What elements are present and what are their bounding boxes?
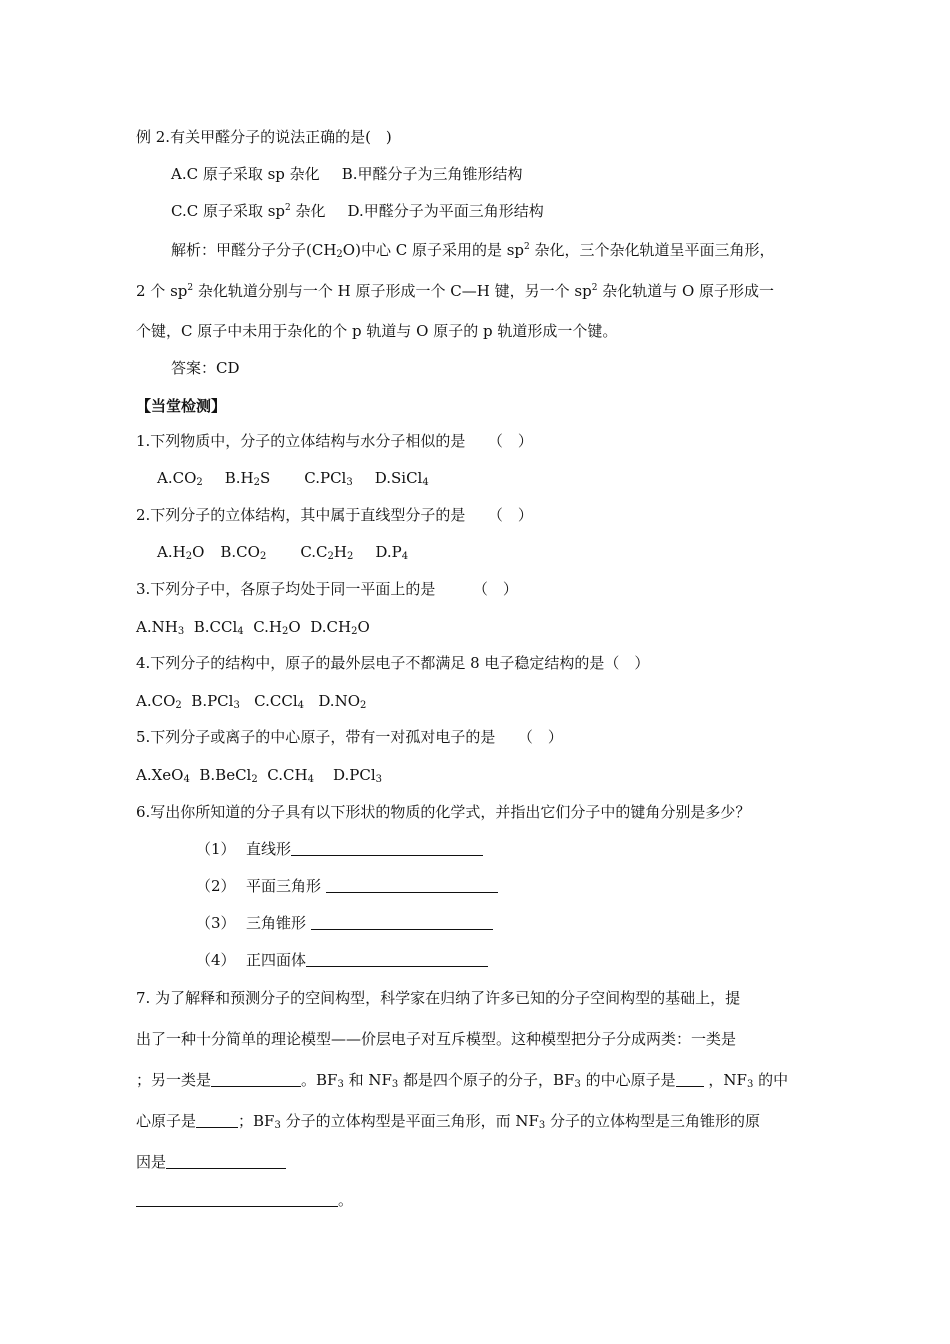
example-answer: 答案：CD	[171, 359, 240, 377]
option-b: B.甲醛分子为三角锥形结构	[341, 165, 523, 183]
q4-options: $A.CO_2$ B.PCl$_3$ C.CCl$_4$ $D.NO_2$	[136, 692, 367, 711]
q3-stem: 3.下列分子中，各原子均处于同一平面上的是 （ ）	[136, 580, 518, 598]
q7-line-1: 7. 为了解释和预测分子的空间构型，科学家在归纳了许多已知的分子空间构型的基础上，提	[136, 989, 741, 1007]
example-question	[136, 127, 392, 147]
q7-line-5: 因是	[136, 1152, 286, 1172]
q1-options: $A.CO_2$ $B.H_2S$ C.PCl$_3$ D.SiCl$_4$	[157, 469, 429, 488]
section-title: 【当堂检测】	[136, 397, 227, 415]
q6-stem: 6.写出你所知道的分子具有以下形状的物质的化学式，并指出它们分子中的键角分别是多少？	[136, 803, 751, 821]
q7-line-6: 。	[136, 1190, 353, 1210]
answer-blank[interactable]	[326, 878, 498, 893]
q6-item-4: （4） 正四面体	[196, 950, 488, 970]
analysis-line-3: 个键，C 原子中未用于杂化的个 p 轨道与 O 原子的 p 轨道形成一个键。	[136, 322, 618, 340]
answer-blank[interactable]	[166, 1154, 286, 1169]
q1-stem: 1.下列物质中，分子的立体结构与水分子相似的是 （ ）	[136, 432, 533, 450]
q7-line-3: ；另一类是 。$BF_3$ 和 $NF_3$ 都是四个原子的分子，$BF_3$ 的中心原子是 ，$NF_3$ 的中	[136, 1071, 789, 1090]
answer-blank[interactable]	[211, 1072, 301, 1087]
q7-line-4: 心原子是 ；$BF_3$ 分子的立体构型是平面三角形，而 $NF_3$ 分子的立体构型是三角锥形的原	[136, 1112, 761, 1131]
q3-options: $A.NH_3$ B.CCl$_4$ $C.H_2O$ $D.CH_2O$	[136, 618, 370, 637]
answer-blank[interactable]	[136, 1192, 338, 1207]
q6-item-1: （1） 直线形	[196, 839, 483, 859]
option-d: D.甲醛分子为平面三角形结构	[347, 202, 544, 220]
q5-options: A.XeO$_4$ B.BeCl$_2$ $C.CH_4$ D.PCl$_3$	[136, 766, 383, 785]
q7-line-2: 出了一种十分简单的理论模型——价层电子对互斥模型。这种模型把分子分成两类：一类是	[136, 1030, 737, 1048]
example-options-ab	[171, 164, 522, 184]
answer-blank[interactable]	[306, 952, 488, 967]
answer-blank[interactable]	[311, 915, 493, 930]
q6-item-3: （3） 三角锥形	[196, 913, 493, 933]
q4-stem: 4.下列分子的结构中，原子的最外层电子不都满足 8 电子稳定结构的是（ ）	[136, 654, 650, 672]
q2-stem: 2.下列分子的立体结构，其中属于直线型分子的是 （ ）	[136, 506, 533, 524]
q2-options: $A.H_2O$ $B.CO_2$ $C.C_2H_2$ $D.P_4$	[157, 543, 409, 562]
q6-item-2: （2） 平面三角形	[196, 876, 498, 896]
analysis-line-1: 解析：甲醛分子分子$(CH_2O)$中心 C 原子采用的是 $sp^2$ 杂化，三个杂化轨道呈平面三角形，	[171, 241, 775, 260]
answer-blank[interactable]	[676, 1072, 704, 1087]
answer-blank[interactable]	[291, 841, 483, 856]
example-options-cd: C.C 原子采取 $sp^2$ 杂化 D.甲醛分子为平面三角形结构	[171, 202, 544, 220]
option-c: C.C 原子采取 sp	[171, 202, 286, 220]
q5-stem: 5.下列分子或离子的中心原子，带有一对孤对电子的是 （ ）	[136, 728, 563, 746]
example-question-text: 例 2.有关甲醛分子的说法正确的是( )	[136, 128, 392, 146]
answer-blank[interactable]	[196, 1113, 238, 1128]
analysis-line-2: 2 个 $sp^2$ 杂化轨道分别与一个 H 原子形成一个 C—H 键，另一个 $sp^2$ 杂化轨道与 O 原子形成一	[136, 282, 775, 300]
option-a: A.C 原子采取 sp 杂化	[171, 165, 320, 183]
